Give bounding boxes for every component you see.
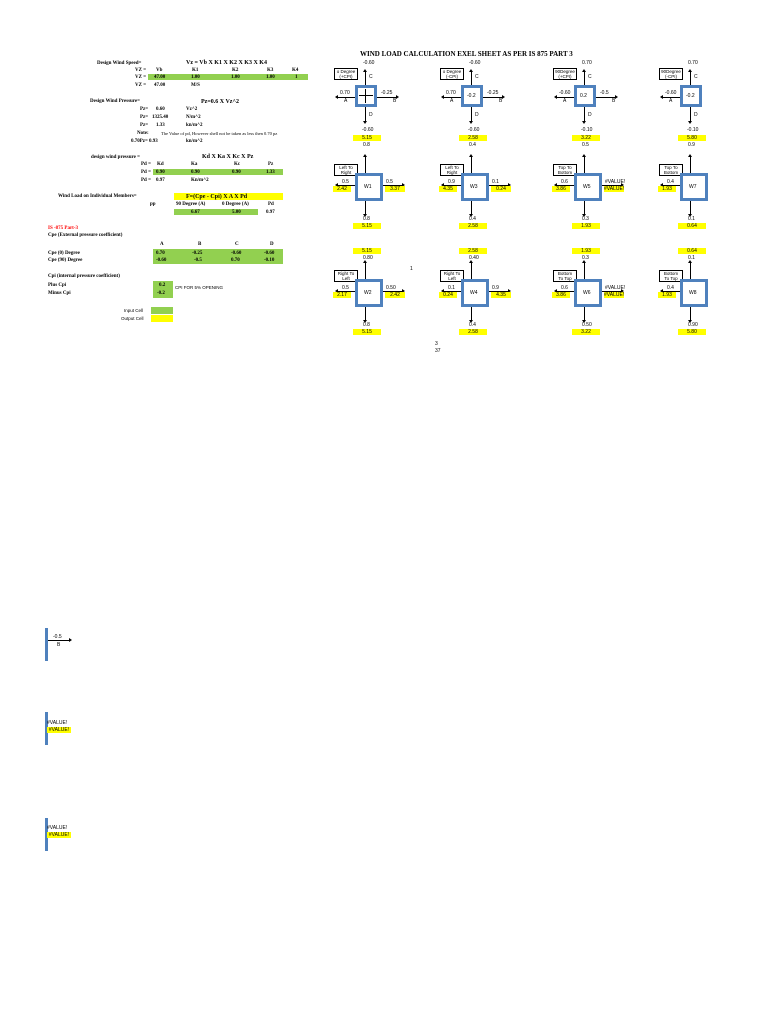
direction-tag: Right To Left (334, 270, 358, 282)
cpe-90-c[interactable]: 0.70 (231, 258, 240, 263)
vz-label-3: VZ = (135, 83, 147, 88)
pd-unit: Kn/m^2 (191, 178, 209, 183)
face-a-label: A (344, 98, 348, 104)
face-c-label: C (694, 74, 698, 80)
member-name: W2 (364, 290, 372, 296)
k3-value[interactable]: 1.00 (266, 75, 275, 80)
face-b-label: B (393, 98, 397, 104)
cpe-col-d: D (270, 242, 274, 247)
cpi-inner-value: 0.2 (580, 93, 587, 99)
bottom-load-output: 5.15 (353, 223, 381, 229)
coef-below-value: 0.8 (363, 142, 370, 148)
dwp-input-row[interactable] (153, 169, 283, 175)
pz-label-1: Pz= (140, 107, 149, 112)
legend-output-label: Output Cell (121, 316, 144, 321)
right-load-output: #VALUE! (604, 186, 625, 192)
coef-left-value: 0.70 (340, 90, 350, 96)
direction-tag: Bottom To Top (553, 270, 577, 282)
k3-col: K3 (267, 68, 274, 73)
face-d-label: D (475, 112, 479, 118)
coef-left-value: -0.60 (559, 90, 571, 96)
top-load-output: 1.93 (572, 248, 600, 254)
bottom-coef-value: 0.50 (582, 322, 592, 328)
deg90-col: 90 Degree (A) (176, 202, 206, 207)
direction-tag: Left To Right (440, 164, 464, 176)
right-coef-value: 0.5 (386, 179, 393, 185)
member-load-heading: Wind Load on Individual Members= (58, 194, 137, 199)
arrow-down (690, 307, 691, 321)
direction-tag: Left To Right (334, 164, 358, 176)
arrow-down (365, 201, 366, 215)
left-load-output: 4.35 (439, 186, 457, 192)
cpe-0-a[interactable]: 0.70 (156, 251, 165, 256)
member-name: W4 (470, 290, 478, 296)
dwp-formula: Kd X Ka X Kc X Pz (202, 154, 254, 160)
k2-value[interactable]: 1.00 (231, 75, 240, 80)
pz-value-3: 1.33 (156, 123, 165, 128)
left-coef-value: 0.4 (667, 285, 674, 291)
left-load-output: 0.24 (439, 292, 457, 298)
coef-bottom-value: -0.60 (362, 127, 374, 133)
pd-label-2: Pd = (141, 170, 151, 175)
design-speed-heading: Design Wind Speed= (97, 61, 142, 66)
fragment-b-top: #VALUE! (47, 720, 68, 726)
top-load-output: 2.58 (459, 248, 487, 254)
right-load-output: 4.35 (491, 292, 511, 298)
pd-col: Pd (268, 202, 274, 207)
pz-unit-1: Vz^2 (186, 107, 198, 112)
fragment-a-value: -0.5 (53, 634, 62, 640)
right-load-output: #VALUE! (604, 292, 625, 298)
load-output: 5.80 (678, 135, 706, 141)
face-c-label: C (369, 74, 373, 80)
arrow-up (365, 71, 366, 85)
face-a-label: A (669, 98, 673, 104)
coef-right-value: -0.25 (487, 90, 499, 96)
member-name: W5 (583, 184, 591, 190)
pz-value[interactable]: 1.33 (266, 170, 275, 175)
fragment-b-bottom: #VALUE! (48, 727, 70, 733)
coef-top-value: -0.60 (363, 60, 375, 66)
face-d-label: D (694, 112, 698, 118)
right-coef-value: #VALUE! (605, 179, 626, 185)
bottom-coef-value: 0.8 (363, 216, 370, 222)
pp-col: pp (150, 202, 156, 207)
direction-tag: Top To Bottom (659, 164, 683, 176)
arrow-down (471, 107, 472, 122)
coef-below-value: 0.9 (688, 142, 695, 148)
bottom-coef-value: 0.8 (363, 322, 370, 328)
legend-output-swatch (151, 315, 173, 322)
fragment-c-bottom: #VALUE! (48, 832, 70, 838)
k4-col: K4 (292, 68, 299, 73)
left-load-output: 1.93 (658, 186, 676, 192)
pz-value-1: 0.60 (156, 107, 165, 112)
cpe-90-a[interactable]: -0.60 (156, 258, 167, 263)
cpe-90-label: Cpe (90) Degree (48, 258, 83, 263)
cpe-heading: Cpe (External pressure coefficient) (48, 233, 123, 238)
ka-col: Ka (191, 162, 198, 167)
pz-070-unit: kn/m^2 (186, 139, 203, 144)
left-load-output: 2.42 (333, 186, 351, 192)
kc-col: Kc (234, 162, 241, 167)
fragment-a-letter: B (57, 642, 61, 648)
kd-value[interactable]: 0.90 (156, 170, 165, 175)
k1-col: K1 (192, 68, 199, 73)
coef-left-value: -0.60 (665, 90, 677, 96)
vz-label-1: VZ = (135, 68, 147, 73)
direction-tag: 90Degree (+CPI) (553, 68, 577, 80)
cpi-inner-value: -0.2 (686, 93, 695, 99)
face-b-label: B (612, 98, 616, 104)
cpe-0-d[interactable]: -0.60 (264, 251, 275, 256)
pz-unit-3: kn/m^2 (186, 123, 203, 128)
pz-label-3: Pz= (140, 123, 149, 128)
left-load-output: 3.86 (552, 186, 570, 192)
arrow-down (365, 107, 366, 122)
stray-mark-2: 3 (435, 341, 438, 347)
deg0-col: 0 Degree (A) (222, 202, 249, 207)
pz-070-label: 0.70Pz= (131, 139, 148, 144)
right-load-output: 3.37 (385, 186, 405, 192)
pd-label-3: Pd = (141, 178, 151, 183)
arrow-up (584, 71, 585, 85)
face-a-label: A (450, 98, 454, 104)
vb-col: Vb (156, 68, 163, 73)
cpe-0-label: Cpe (0) Degree (48, 251, 80, 256)
cpe-0-c[interactable]: -0.60 (231, 251, 242, 256)
left-load-output: 1.93 (658, 292, 676, 298)
member-name: W6 (583, 290, 591, 296)
fragment-c-top: #VALUE! (47, 825, 68, 831)
arrow-down (365, 307, 366, 321)
arrow-down (584, 307, 585, 321)
code-reference: IS -875 Part-3 (48, 226, 78, 231)
right-coef-value: 0.50 (386, 285, 396, 291)
member-name: W1 (364, 184, 372, 190)
arrow-down (690, 201, 691, 215)
direction-tag: 90Degree (-CPI) (659, 68, 683, 80)
vz-result: 47.00 (154, 83, 166, 88)
plus-cpi-label: Plus Cpi (48, 283, 67, 288)
bottom-load-output: 1.93 (572, 223, 600, 229)
bottom-coef-value: 0.4 (469, 216, 476, 222)
coef-bottom-value: -0.60 (468, 127, 480, 133)
bottom-load-output: 2.58 (459, 223, 487, 229)
left-coef-value: 0.4 (667, 179, 674, 185)
stray-mark-3: 37 (435, 348, 441, 354)
design-pressure-formula: Pz=0.6 X Vz^2 (201, 99, 239, 105)
arrow-up (471, 71, 472, 85)
face-d-label: D (588, 112, 592, 118)
k1-value[interactable]: 1.00 (191, 75, 200, 80)
top-load-output: 0.64 (678, 248, 706, 254)
arrow-up (690, 71, 691, 85)
cpe-col-a: A (160, 242, 164, 247)
coef-left-value: 0.70 (446, 90, 456, 96)
top-load-output: 5.15 (353, 248, 381, 254)
left-coef-value: 0.5 (342, 285, 349, 291)
note-label: Note: (137, 131, 149, 136)
coef-top-value: 0.70 (582, 60, 592, 66)
member-name: W8 (689, 290, 697, 296)
top-coef-value: 0.1 (688, 255, 695, 261)
direction-tag: o Degree (-CPI) (440, 68, 464, 80)
arrow-down (584, 201, 585, 215)
cpi-inner-value: -0.2 (467, 93, 476, 99)
pd-result: 0.97 (156, 178, 165, 183)
pz-value-2: 1325.40 (152, 115, 169, 120)
design-pressure-heading: Design Wind Pressure= (90, 99, 140, 104)
pz-unit-2: N/m^2 (186, 115, 201, 120)
kd-col: Kd (157, 162, 164, 167)
right-coef-value: #VALUE! (605, 285, 626, 291)
coef-right-value: -0.25 (381, 90, 393, 96)
left-load-output: 3.86 (552, 292, 570, 298)
cpe-col-c: C (235, 242, 239, 247)
coef-right-value: -0.5 (600, 90, 609, 96)
arrow-down (471, 307, 472, 321)
speed-input-row[interactable] (148, 74, 308, 80)
right-load-output: 0.24 (491, 186, 511, 192)
stray-mark-1: 1 (410, 266, 413, 272)
pd-member-value: 0.97 (266, 210, 275, 215)
fragment-a-bar (45, 628, 48, 661)
left-coef-value: 0.5 (342, 179, 349, 185)
bottom-load-output: 2.58 (459, 329, 487, 335)
left-coef-value: 0.6 (561, 179, 568, 185)
vz-unit: M/S (191, 83, 200, 88)
load-output: 2.58 (459, 135, 487, 141)
legend-input-label: Input Cell (124, 308, 144, 313)
bottom-load-output: 5.80 (678, 329, 706, 335)
bottom-load-output: 5.15 (353, 329, 381, 335)
kc-value[interactable]: 0.90 (232, 170, 241, 175)
load-output: 3.22 (572, 135, 600, 141)
coef-top-value: 0.70 (688, 60, 698, 66)
minus-cpi-label: Minus Cpi (48, 291, 71, 296)
deg90-value[interactable]: 6.67 (191, 210, 200, 215)
cpe-90-b[interactable]: -0.5 (194, 258, 202, 263)
bottom-load-output: 0.64 (678, 223, 706, 229)
face-c-label: C (475, 74, 479, 80)
left-coef-value: 0.1 (448, 285, 455, 291)
pz-label-2: Pz= (140, 115, 149, 120)
pd-label-1: Pd = (141, 162, 151, 167)
top-coef-value: 0.80 (363, 255, 373, 261)
arrow-down (471, 201, 472, 215)
cpe-90-d[interactable]: -0.10 (264, 258, 275, 263)
direction-tag: Bottom To Top (659, 270, 683, 282)
dwp-heading: design wind pressure = (91, 155, 140, 160)
cpe-col-b: B (198, 242, 202, 247)
right-coef-value: 0.1 (492, 179, 499, 185)
ka-value[interactable]: 0.90 (191, 170, 200, 175)
design-speed-formula: Vz = Vb X K1 X K2 X K3 X K4 (186, 60, 267, 66)
cpi-note: CPI FOR 5% OPENING (175, 285, 224, 290)
coef-below-value: 0.4 (469, 142, 476, 148)
pz-col: Pz (268, 162, 274, 167)
vz-label-2: VZ = (135, 75, 147, 80)
note-text: The Value of pd, However shell not be taken as less then 0.70 pz (161, 131, 278, 136)
face-c-label: C (588, 74, 592, 80)
building-box (355, 85, 377, 107)
bottom-load-output: 3.22 (572, 329, 600, 335)
coef-bottom-value: -0.10 (581, 127, 593, 133)
bottom-coef-value: 0.4 (469, 322, 476, 328)
member-load-input[interactable] (174, 209, 258, 215)
left-coef-value: 0.9 (448, 179, 455, 185)
vb-value[interactable]: 47.00 (154, 75, 166, 80)
k2-col: K2 (232, 68, 239, 73)
sheet-title: WIND LOAD CALCULATION EXEL SHEET AS PER IS 875 PART 3 (360, 50, 573, 58)
left-coef-value: 0.6 (561, 285, 568, 291)
arrow-down (690, 107, 691, 122)
fragment-a-arrow (48, 640, 70, 641)
top-coef-value: 0.40 (469, 255, 479, 261)
coef-bottom-value: -0.10 (687, 127, 699, 133)
right-load-output: 2.42 (385, 292, 405, 298)
deg0-value[interactable]: 5.00 (232, 210, 241, 215)
arrow-down (584, 107, 585, 122)
coef-top-value: -0.60 (469, 60, 481, 66)
direction-tag: Right To Left (440, 270, 464, 282)
face-a-label: A (563, 98, 567, 104)
cpi-heading: Cpi (internal pressure coefficient) (48, 274, 120, 279)
cross-v (365, 89, 366, 103)
load-output: 5.15 (353, 135, 381, 141)
face-d-label: D (369, 112, 373, 118)
top-coef-value: 0.3 (582, 255, 589, 261)
face-b-label: B (499, 98, 503, 104)
left-load-output: 2.17 (333, 292, 351, 298)
direction-tag: o Degree (+CPI) (334, 68, 358, 80)
cross-h (359, 95, 373, 96)
cpe-0-b[interactable]: -0.25 (192, 251, 203, 256)
legend-input-swatch (151, 307, 173, 314)
member-name: W7 (689, 184, 697, 190)
plus-cpi-value[interactable]: 0.2 (159, 283, 166, 288)
bottom-coef-value: 0.90 (688, 322, 698, 328)
minus-cpi-value[interactable]: -0.2 (157, 291, 165, 296)
k4-value[interactable]: 1 (295, 75, 298, 80)
bottom-coef-value: 0.1 (688, 216, 695, 222)
pz-070-value: 0.93 (149, 139, 158, 144)
right-coef-value: 0.9 (492, 285, 499, 291)
direction-tag: Top To Bottom (553, 164, 577, 176)
member-load-formula: F=(Cpe - Cpi) X A X Pd (186, 194, 248, 200)
bottom-coef-value: 0.3 (582, 216, 589, 222)
coef-below-value: 0.5 (582, 142, 589, 148)
member-name: W3 (470, 184, 478, 190)
